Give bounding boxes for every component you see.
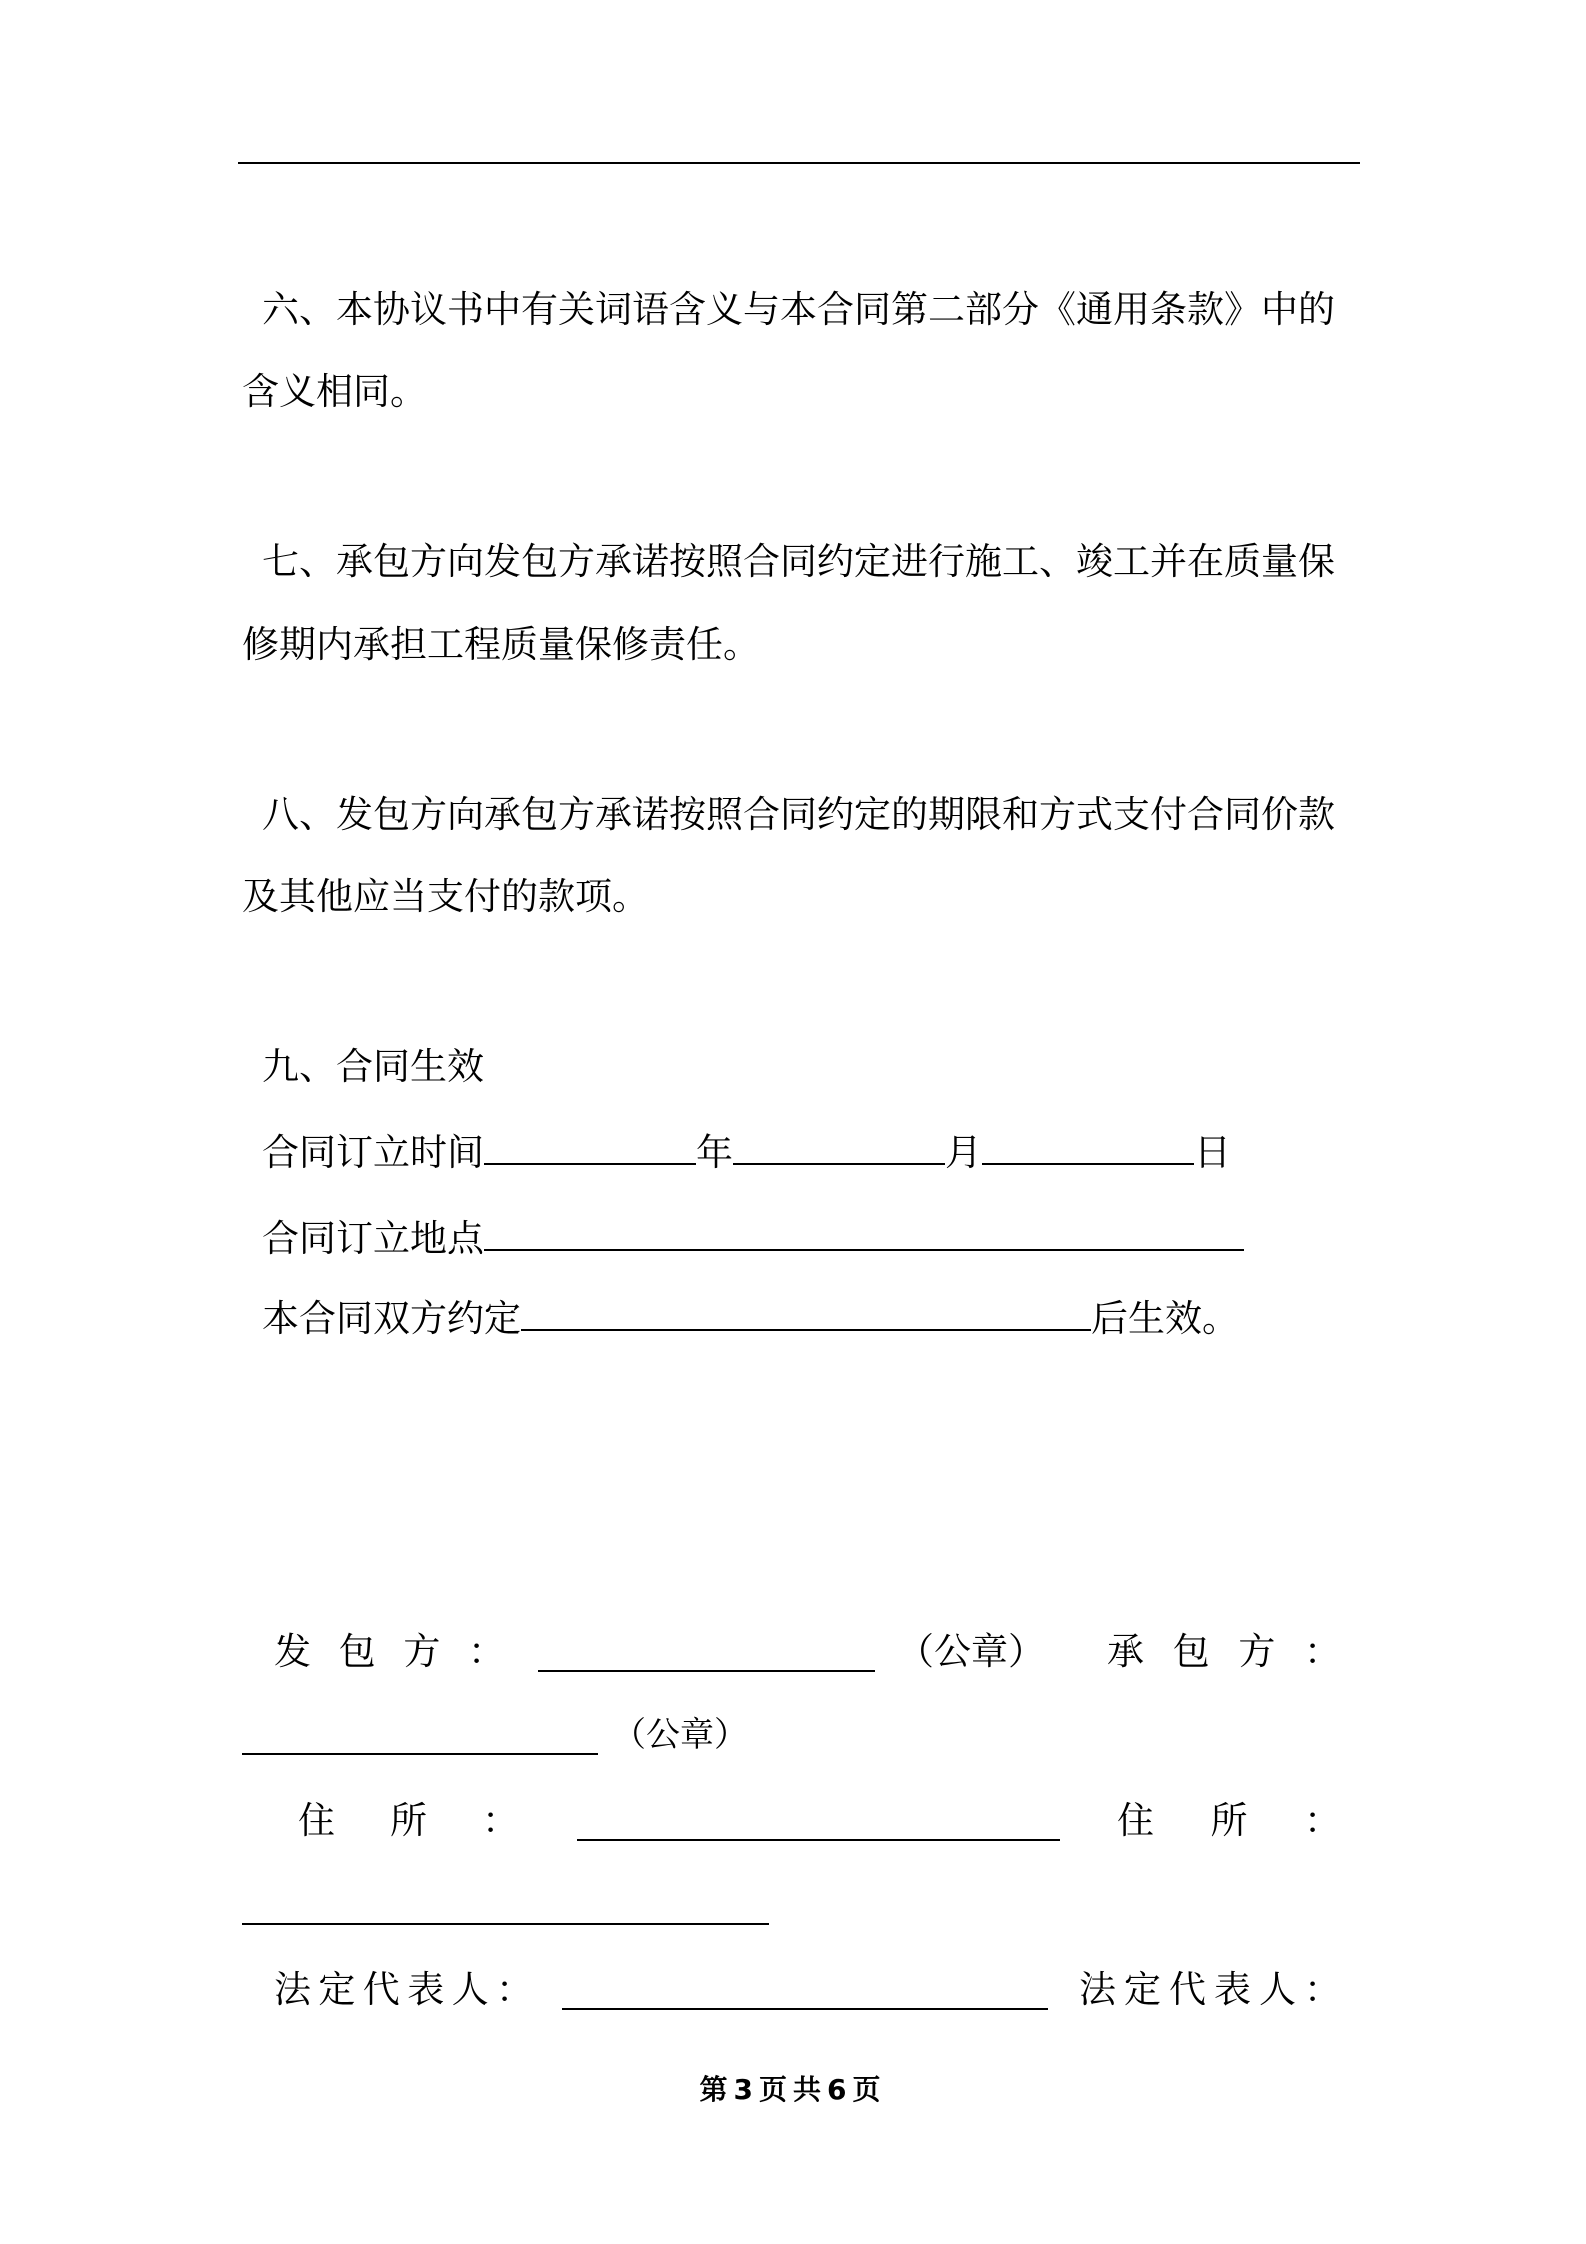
contractor-name-blank[interactable] — [242, 1753, 598, 1755]
clause-8-line1: 八、发包方向承包方承诺按照合同约定的期限和方式支付合同价款 — [262, 793, 1335, 836]
section-9-heading: 九、合同生效 — [262, 1045, 484, 1088]
header-rule — [238, 162, 1360, 164]
year-blank[interactable] — [484, 1129, 696, 1165]
signing-place-line — [262, 1215, 1244, 1261]
clause-6-line1: 六、本协议书中有关词语含义与本合同第二部分《通用条款》中的 — [262, 288, 1335, 331]
effective-label: 本合同双方约定 — [262, 1297, 521, 1340]
contractor-legal-rep-label: 法定代表人： — [1079, 1968, 1341, 2011]
effective-condition-blank[interactable] — [521, 1295, 1091, 1331]
clause-7-line2: 修期内承担工程质量保修责任。 — [242, 623, 760, 666]
employer-name-blank[interactable] — [538, 1670, 875, 1672]
signing-date-label: 合同订立时间 — [262, 1131, 484, 1174]
effective-suffix: 后生效。 — [1091, 1297, 1239, 1340]
contractor-seal-label: （公章） — [612, 1715, 748, 1755]
effective-line — [262, 1295, 1239, 1341]
page-indicator: 第3页共6页 — [699, 2073, 887, 2106]
contractor-address-label: 住所： — [1117, 1799, 1341, 1842]
day-blank[interactable] — [982, 1129, 1194, 1165]
month-label: 月 — [945, 1131, 982, 1174]
employer-label: 发包方： — [274, 1630, 505, 1673]
contractor-label: 承包方： — [1107, 1630, 1341, 1673]
year-label: 年 — [696, 1131, 733, 1174]
signing-place-label: 合同订立地点 — [262, 1217, 484, 1260]
employer-address-blank[interactable] — [577, 1839, 1060, 1841]
employer-address-label: 住所： — [298, 1799, 519, 1842]
signing-place-blank[interactable] — [484, 1215, 1244, 1251]
employer-seal-label: （公章） — [897, 1630, 1045, 1673]
contractor-address-blank[interactable] — [242, 1923, 769, 1925]
day-label: 日 — [1194, 1131, 1231, 1174]
clause-8-line2: 及其他应当支付的款项。 — [242, 875, 649, 918]
clause-7-line1: 七、承包方向发包方承诺按照合同约定进行施工、竣工并在质量保 — [262, 540, 1335, 583]
month-blank[interactable] — [733, 1129, 945, 1165]
signing-date-line — [262, 1129, 1231, 1175]
clause-6-line2: 含义相同。 — [242, 370, 427, 413]
employer-legal-rep-blank[interactable] — [562, 2008, 1048, 2010]
employer-legal-rep-label: 法定代表人： — [274, 1968, 533, 2011]
